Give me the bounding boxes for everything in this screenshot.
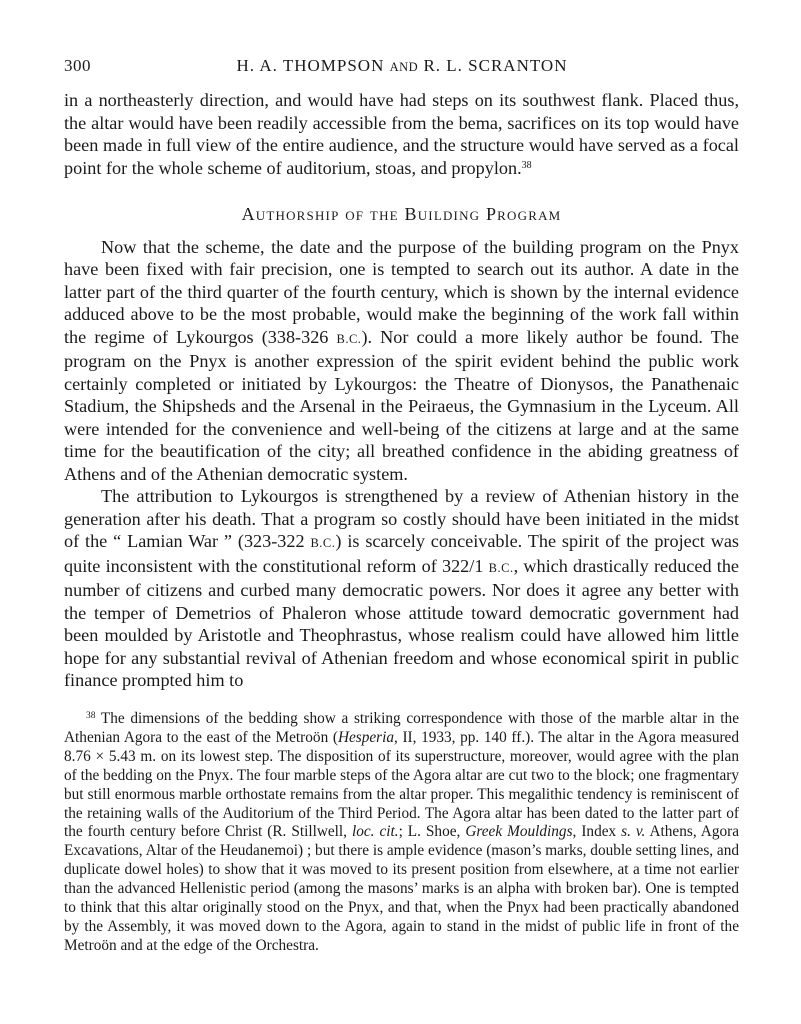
journal-title: Hesperia [337, 728, 395, 746]
main-text [64, 89, 739, 692]
era-abbrev: B.C. [488, 560, 514, 575]
footnote-text: ; L. Shoe, [398, 823, 466, 841]
book-title: Greek Mouldings [465, 823, 573, 841]
paragraph-text: , which drastically reduced the number of citizens and curbed many democratic powers. Nor does it agree any better with the temper of Demetrios of Phaleron whose attitude toward democratic government had been moulded by Aristotle and Theophrastus, whose realism could have allowed him little hope for any substantial revival of Athenian freedom and whose economical spirit in public finance prompted him to [64, 555, 739, 690]
footnote-number: 38 [86, 711, 96, 721]
paragraph-text: ) is scarcely conceivable. The spirit of the project was quite inconsistent with the constitutional reform of 322/1 [64, 531, 739, 576]
paragraph [64, 236, 739, 486]
paragraph-text: ). Nor could a more likely author be found. The program on the Pnyx is another expression of the spirit evident behind the public work certainly completed or initiated by Lykourgos: the Theatre of Dionysos, the Panathenaic Stadium, the Shipsheds and the Arsenal in the Peiraeus, the Gymnasium in the Lyceum. All were intended for the convenience and well-being of the citizens at large and at the same time for the beautification of the city; all breathed confidence in the abiding greatness of Athens and of the Athenian democratic system. [64, 326, 740, 484]
header-and: AND [389, 60, 419, 74]
footnote [64, 710, 739, 956]
paragraph-continuation [64, 89, 739, 179]
citation-abbrev: loc. cit. [351, 823, 399, 841]
running-head [64, 56, 740, 78]
footnote-text: Athens, Agora Excavations, Altar of the Heudanemoi) ; but there is ample evidence (mason’s marks, double setting lines, and duplicate dowel holes) to show that it was moved to its present position from elsewhere, at a time not earlier than the advanced Hellenistic period (among the masons’ marks is an alpha with broken bar). One is tempted to think that this altar originally stood on the Pnyx, and that, when the Pnyx had been practically abandoned by the Assembly, it was moved down to the Agora, again to stand in the midst of public life in front of the Metroön and at the edge of the Orchestra. [64, 823, 740, 954]
page-number: 300 [64, 56, 91, 75]
footnote-text: , Index [572, 823, 622, 841]
footnote-text: , II, 1933, pp. 140 ff.). The altar in the Agora measured 8.76 × 5.43 m. on its lowest step. The disposition of its superstructure, moreover, would agree with the plan of the bedding on the Pnyx. The four marble steps of the Agora altar are cut two to the block; one fragmentary but still enormous marble orthostate remains from the altar proper. This megalithic tendency is reminiscent of the retaining walls of the Auditorium of the Third Period. The Agora altar has been dated to the latter part of the fourth century before Christ (R. Stillwell, [64, 728, 739, 841]
footnotes [64, 710, 739, 956]
paragraph-text: The attribution to Lykourgos is strengthened by a review of Athenian history in the generation after his death. That a program so costly should have been initiated in the midst of the “ Lamian War ” (323-322 [64, 486, 739, 551]
paragraph-text: in a northeasterly direction, and would have had steps on its southwest flank. Placed thus, the altar would have been readily accessible from the bema, sacrifices on its top would have been made in full view of the entire audience, and the structure would have served as a focal point for the whole scheme of auditorium, stoas, and propylon. [64, 90, 739, 178]
header-authors [64, 56, 740, 76]
section-heading: Authorship of the Building Program [241, 204, 562, 224]
footnote-ref: 38 [521, 159, 532, 171]
paragraph-text: Now that the scheme, the date and the purpose of the building program on the Pnyx have been fixed with fair precision, one is tempted to search out its author. A date in the latter part of the third quarter of the fourth century, which is shown by the internal evidence adduced above to be the most probable, would make the beginning of the work fall within the regime of Lykourgos (338-326 [64, 236, 739, 347]
era-abbrev: B.C. [336, 331, 362, 346]
footnote-text: The dimensions of the bedding show a striking correspondence with those of the marble altar in the Athenian Agora to the east of the Metroön ( [64, 710, 739, 746]
header-author-1: H. A. THOMPSON [236, 56, 385, 75]
era-abbrev: B.C. [310, 536, 336, 550]
citation-abbrev: s. v. [621, 823, 646, 841]
paragraph [64, 485, 739, 692]
header-author-2: R. L. SCRANTON [423, 56, 568, 75]
